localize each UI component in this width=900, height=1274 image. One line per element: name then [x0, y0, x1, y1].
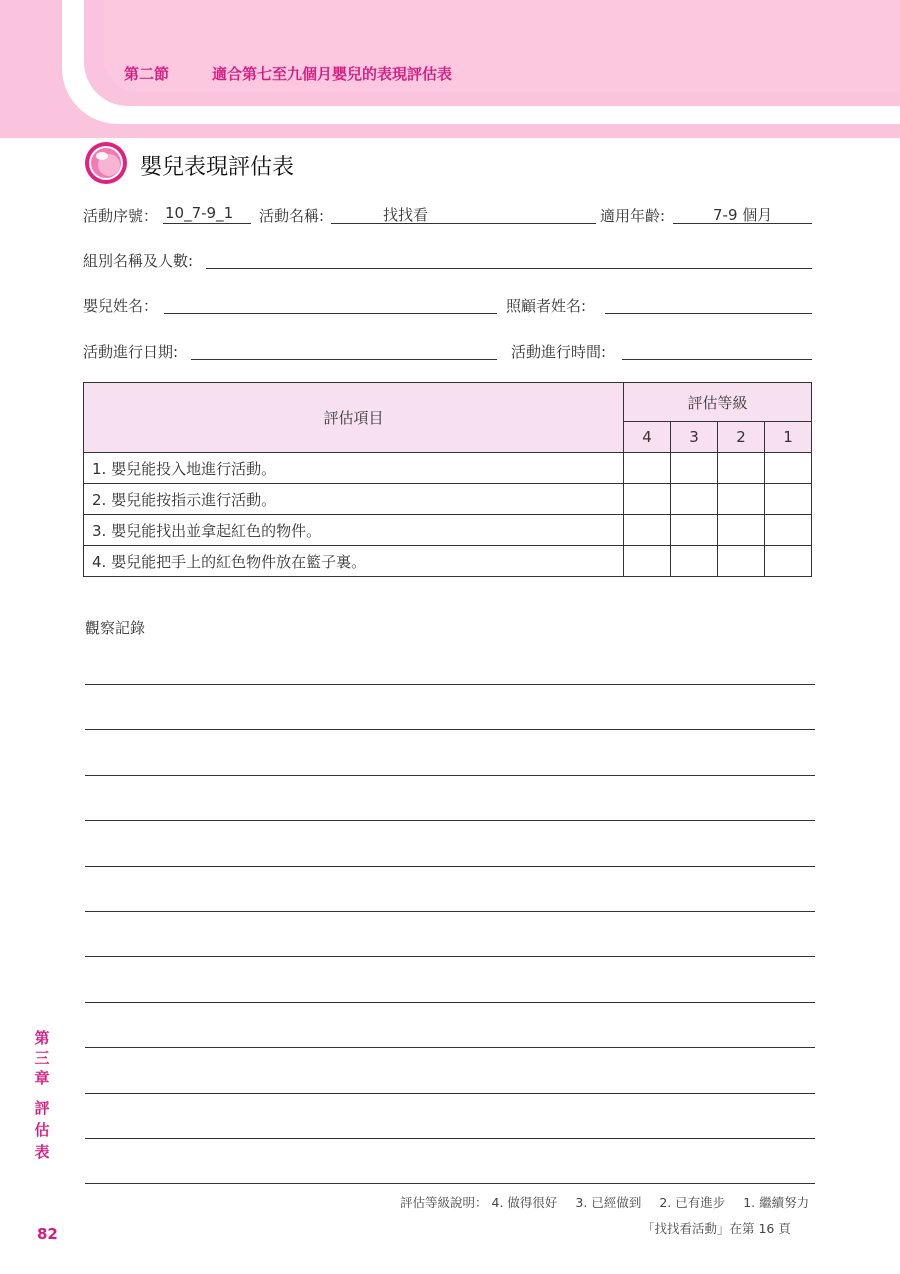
legend-item: 1. 繼續努力	[743, 1195, 810, 1210]
grade-2-header: 2	[718, 422, 765, 453]
score-cell[interactable]	[718, 546, 765, 577]
observation-line[interactable]	[85, 775, 815, 776]
table-row	[84, 546, 812, 577]
item-cell: 1. 嬰兒能投入地進行活動。	[84, 453, 624, 484]
time-label: 活動進行時間:	[511, 343, 607, 361]
activity-no-field[interactable]	[163, 203, 251, 224]
observation-line[interactable]	[85, 1183, 815, 1184]
score-cell[interactable]	[671, 453, 718, 484]
page-number: 82	[37, 1225, 58, 1243]
observation-label: 觀察記錄	[85, 619, 146, 637]
activity-name-field[interactable]	[331, 203, 596, 224]
legend-label: 評估等級說明：	[400, 1195, 488, 1210]
age-field[interactable]	[673, 203, 812, 224]
evaluation-table	[83, 382, 812, 577]
observation-line[interactable]	[85, 1002, 815, 1003]
score-cell[interactable]	[765, 484, 812, 515]
grade-3-header: 3	[671, 422, 718, 453]
group-label: 組別名稱及人數:	[83, 252, 194, 270]
legend-item: 4. 做得很好	[491, 1195, 558, 1210]
section-label: 第二節	[124, 65, 170, 83]
score-cell[interactable]	[624, 515, 671, 546]
activity-name-label: 活動名稱:	[259, 207, 325, 225]
score-cell[interactable]	[624, 453, 671, 484]
page-reference: 「找找看活動」在第 16 頁	[642, 1221, 791, 1236]
carer-name-label: 照顧者姓名:	[506, 297, 587, 315]
age-value: 7-9 個月	[713, 206, 773, 224]
observation-line[interactable]	[85, 911, 815, 912]
legend-item: 2. 已有進步	[659, 1195, 726, 1210]
score-cell[interactable]	[718, 515, 765, 546]
grade-legend	[400, 1193, 809, 1211]
table-row	[84, 453, 812, 484]
score-cell[interactable]	[765, 515, 812, 546]
group-field[interactable]	[206, 248, 812, 269]
observation-line[interactable]	[85, 820, 815, 821]
section-title: 適合第七至九個月嬰兒的表現評估表	[212, 65, 453, 83]
date-label: 活動進行日期:	[83, 343, 179, 361]
activity-no-value: 10_7-9_1	[165, 204, 234, 222]
carer-name-field[interactable]	[605, 293, 812, 314]
score-cell[interactable]	[765, 546, 812, 577]
side-chapter-label: 第 三 章	[34, 1029, 50, 1087]
observation-line[interactable]	[85, 729, 815, 730]
score-cell[interactable]	[718, 484, 765, 515]
grade-header: 評估等級	[624, 383, 812, 422]
grade-1-header: 1	[765, 422, 812, 453]
score-cell[interactable]	[718, 453, 765, 484]
legend-item: 3. 已經做到	[575, 1195, 642, 1210]
item-cell: 2. 嬰兒能按指示進行活動。	[84, 484, 624, 515]
activity-no-label: 活動序號：	[83, 207, 159, 225]
grade-4-header: 4	[624, 422, 671, 453]
observation-line[interactable]	[85, 866, 815, 867]
observation-line[interactable]	[85, 1047, 815, 1048]
baby-name-field[interactable]	[164, 293, 497, 314]
item-header: 評估項目	[84, 383, 624, 453]
score-cell[interactable]	[765, 453, 812, 484]
item-cell: 4. 嬰兒能把手上的紅色物件放在籃子裏。	[84, 546, 624, 577]
table-row	[84, 484, 812, 515]
age-label: 適用年齡:	[600, 207, 666, 225]
pink-bubble-icon	[84, 141, 128, 185]
score-cell[interactable]	[671, 484, 718, 515]
baby-name-label: 嬰兒姓名：	[83, 297, 159, 315]
score-cell[interactable]	[671, 515, 718, 546]
observation-line[interactable]	[85, 684, 815, 685]
observation-line[interactable]	[85, 1093, 815, 1094]
time-field[interactable]	[622, 339, 812, 360]
form-title: 嬰兒表現評估表	[140, 155, 295, 180]
side-topic-label: 評 估 表	[34, 1099, 50, 1161]
observation-line[interactable]	[85, 1138, 815, 1139]
score-cell[interactable]	[671, 546, 718, 577]
observation-line[interactable]	[85, 956, 815, 957]
score-cell[interactable]	[624, 484, 671, 515]
score-cell[interactable]	[624, 546, 671, 577]
date-field[interactable]	[191, 339, 497, 360]
activity-name-value: 找找看	[383, 206, 429, 224]
item-cell: 3. 嬰兒能找出並拿起紅色的物件。	[84, 515, 624, 546]
table-row	[84, 515, 812, 546]
